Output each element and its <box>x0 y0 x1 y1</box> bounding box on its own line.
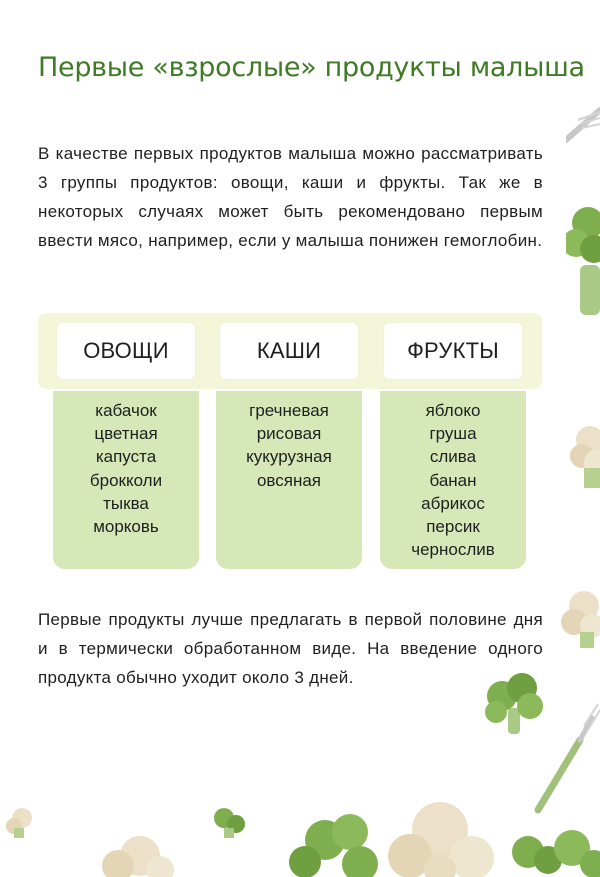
cauliflower-icon <box>560 588 600 648</box>
list-item: кабачок <box>95 401 157 420</box>
list-item: банан <box>429 470 477 490</box>
group-item-list <box>380 399 526 561</box>
list-item: капуста <box>95 447 157 467</box>
list-item: рисовая <box>256 424 322 444</box>
list-item: гречневая <box>249 401 329 420</box>
list-item: цветная <box>94 424 158 444</box>
broccoli-icon <box>289 814 378 877</box>
list-item: брокколи <box>89 470 163 490</box>
broccoli-icon <box>214 808 245 838</box>
group-item-list <box>53 399 199 538</box>
list-item: кукурузная <box>246 447 332 467</box>
list-item: абрикос <box>421 493 485 513</box>
group-heading: ФРУКТЫ <box>384 323 522 379</box>
intro-paragraph: В качестве первых продуктов малыша можно рассматривать 3 группы продуктов: овощи, каши и фрукты. Так же в некоторых случаях может быть рекомендовано первым ввести мясо, например, если у малыша понижен гемоглобин. <box>38 144 543 250</box>
list-item: груша <box>429 424 477 444</box>
list-item: овсяная <box>256 470 322 490</box>
outro-paragraph: Первые продукты лучше предлагать в первой половине дня и в термически обработанном виде. На введение одного продукта обычно уходит около 3 дней. <box>38 610 543 687</box>
list-item: яблоко <box>425 401 481 420</box>
list-item: морковь <box>93 517 159 537</box>
group-heading: КАШИ <box>220 323 358 379</box>
cauliflower-icon <box>6 808 32 838</box>
group-item-list <box>216 399 362 492</box>
list-item: персик <box>426 517 480 537</box>
list-item: слива <box>429 447 477 467</box>
list-item: чернослив <box>411 540 495 560</box>
fork-icon <box>566 104 600 144</box>
cauliflower-icon <box>388 802 494 877</box>
vegetables-footer-illustration <box>0 800 600 877</box>
page-title: Первые «взрослые» продукты малыша <box>38 52 585 83</box>
broccoli-icon <box>512 830 600 877</box>
list-item: тыква <box>103 493 149 513</box>
broccoli-icon <box>566 205 600 320</box>
spoon-icon <box>530 700 600 815</box>
group-heading: ОВОЩИ <box>57 323 195 379</box>
cauliflower-icon <box>102 836 174 877</box>
cauliflower-icon <box>570 418 600 488</box>
